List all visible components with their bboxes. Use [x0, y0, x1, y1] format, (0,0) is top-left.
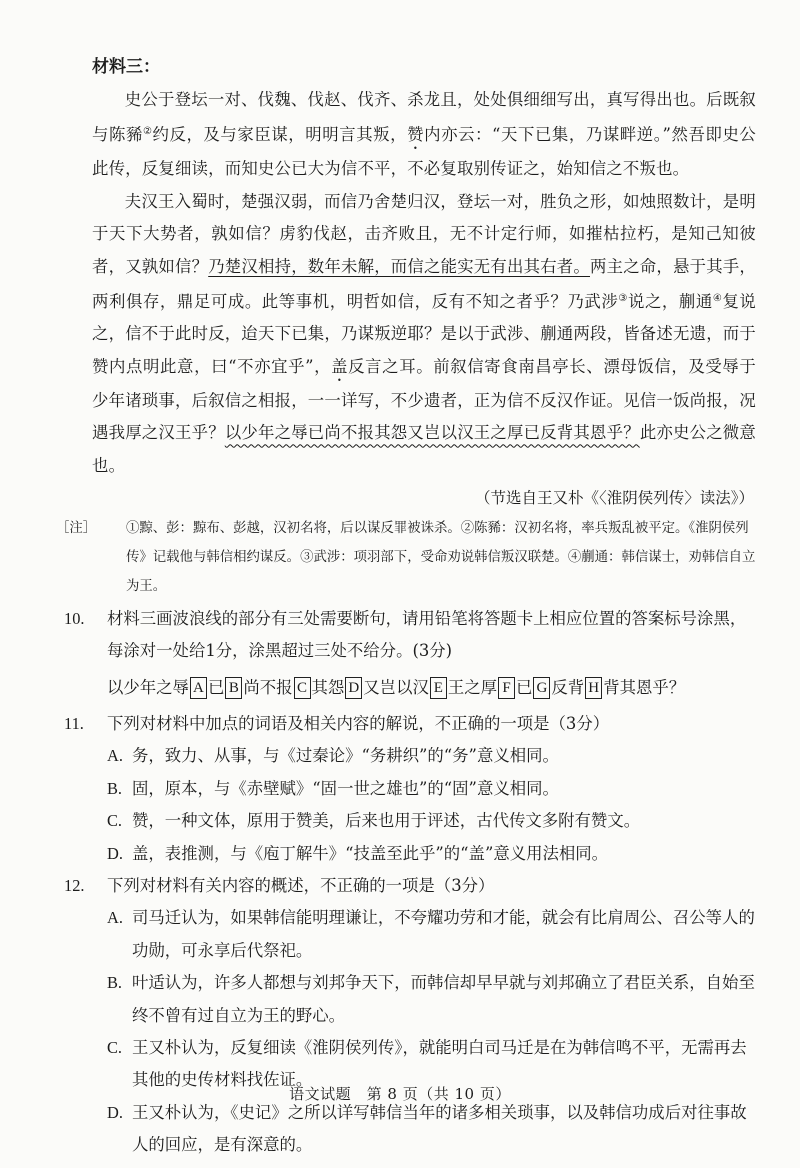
- option-text: 赞，一种文体，原用于赞美，后来也用于评述，古代传文多附有赞文。: [132, 811, 641, 831]
- material-heading: 材料三：: [92, 57, 160, 77]
- question-text: 下列对材料有关内容的概述，不正确的一项是（3分）: [107, 875, 495, 895]
- option-11-b[interactable]: [92, 773, 756, 805]
- material-paragraph-2: [92, 186, 756, 482]
- notes-text: ①黥、彭：黥布、彭越，汉初名将，后以谋反罪被诛杀。②陈豨：汉初名将，率兵叛乱被平定。《淮阴侯列传》记载他与韩信相约谋反。③武涉：项羽部下，受命劝说韩信叛汉联楚。④蒯通：韩信谋士，劝韩信自立为王。: [126, 521, 756, 595]
- option-label: B.: [107, 973, 123, 993]
- punctuation-answer-row: [92, 670, 756, 706]
- answer-box-d[interactable]: D: [345, 677, 362, 699]
- option-label: A.: [107, 746, 123, 766]
- option-text: 司马迁认为，如果韩信能明理谦让，不夸耀功劳和才能，就会有比肩周公、召公等人的功勋，可永享后代祭祀。: [132, 908, 755, 960]
- text-run: 说之，蒯通: [627, 292, 713, 312]
- answer-box-h[interactable]: H: [585, 677, 602, 699]
- option-text: 务，致力、从事，与《过秦论》“务耕织”的“务”意义相同。: [132, 746, 559, 766]
- text-run: 内亦云：“天下已集，乃谋畔逆。”然吾即史公此传，反复细读，而知史公已大为信不平，不必复取别传证之，始知信之不叛也。: [92, 125, 757, 179]
- option-label: B.: [107, 778, 123, 798]
- answer-box-b[interactable]: B: [225, 677, 242, 699]
- text-run: 史公于登坛一对、伐魏、伐赵、伐齐、杀龙且，处处俱细细写出，真写得出也。后既叙与陈豨: [92, 90, 756, 145]
- option-11-c[interactable]: [92, 805, 756, 837]
- answer-segment: 已: [207, 677, 225, 697]
- option-label: A.: [107, 908, 123, 928]
- question-11: [64, 708, 756, 740]
- underlined-sentence: 乃楚汉相持，数年未解，而信之能实无有出其右者。: [208, 256, 590, 276]
- question-10: [64, 603, 756, 668]
- option-12-b[interactable]: [92, 967, 756, 1032]
- question-text: 材料三画波浪线的部分有三处需要断句，请用铅笔将答题卡上相应位置的答案标号涂黑，每涂对一处给1分，涂黑超过三处不给分。(3分): [107, 609, 747, 661]
- dotted-word: 赞: [407, 125, 425, 145]
- answer-segment: 尚不报: [243, 677, 293, 697]
- answer-segment: 王之厚: [447, 677, 498, 697]
- answer-segment: 又岂以汉: [363, 677, 429, 697]
- notes-label: ［注］: [56, 521, 97, 537]
- answer-segment: 背其恩乎？: [603, 677, 686, 697]
- text-run: 两主之命，悬于其手，两利俱存，鼎足可成。此等事机，明哲如信，反有不知之者乎？乃武涉: [92, 256, 756, 312]
- option-label: C.: [107, 1037, 123, 1057]
- question-number: 12.: [64, 875, 85, 895]
- option-text: 盖，表推测，与《庖丁解牛》“技盖至此乎”的“盖”意义用法相同。: [132, 843, 609, 863]
- option-12-d[interactable]: [92, 1097, 756, 1162]
- dotted-word: 盖: [331, 356, 349, 376]
- answer-box-a[interactable]: A: [190, 677, 207, 699]
- material-paragraph-1: [92, 84, 756, 186]
- option-11-a[interactable]: [92, 740, 756, 772]
- wavy-underlined-sentence: 以少年之辱已尚不报其怨又岂以汉王之厚已反背其恩乎？: [224, 423, 640, 443]
- source-citation: （节选自王又朴《〈淮阴侯列传〉读法》）: [474, 489, 754, 508]
- option-text: 固，原本，与《赤壁赋》“固一世之雄也”的“固”意义相同。: [132, 778, 559, 798]
- text-run: 反言之耳。前叙信寄食南昌亭长、漂母饭信，及受辱于少年诸琐事，后叙信之相报，一一详写，不少遗者，正为信不反汉作证。见信一饭尚报，况遇我厚之汉王乎？: [92, 356, 756, 443]
- question-number: 10.: [64, 609, 85, 629]
- footnote-marker: ④: [712, 293, 723, 305]
- question-12: [64, 870, 756, 902]
- question-text: 下列对材料中加点的词语及相关内容的解说，不正确的一项是（3分）: [107, 713, 610, 733]
- option-12-a[interactable]: [92, 902, 756, 967]
- footnote-marker: ②: [142, 126, 153, 138]
- text-run: 约反，及与家臣谋，明明言其叛，: [152, 125, 408, 145]
- footnote-marker: ③: [618, 293, 628, 305]
- answer-box-c[interactable]: C: [294, 677, 311, 699]
- question-number: 11.: [64, 713, 84, 733]
- option-11-d[interactable]: [92, 838, 756, 870]
- option-label: D.: [107, 843, 123, 863]
- answer-box-g[interactable]: G: [533, 677, 550, 699]
- footnotes: [56, 514, 756, 601]
- text-run: 复说之，信不于此时反，迨天下已集，乃谋叛逆耶？是以于武涉、蒯通两段，皆备述无遗，而于赞内点明此意，曰“不亦宜乎”，: [92, 292, 757, 376]
- page-footer: 语文试题 第 8 页（共 10 页）: [289, 1085, 511, 1103]
- answer-segment: 其怨: [311, 677, 345, 697]
- answer-box-e[interactable]: E: [430, 677, 447, 699]
- option-text: 叶适认为，许多人都想与刘邦争天下，而韩信却早早就与刘邦确立了君臣关系，自始至终不曾有过自立为王的野心。: [132, 973, 755, 1025]
- option-label: C.: [107, 811, 123, 831]
- text-run: 夫汉王入蜀时，楚强汉弱，而信乃舍楚归汉，登坛一对，胜负之形，如烛照数计，是明于天下大势者，孰如信？虏豹伐赵，击齐败且，无不计定行师，如摧枯拉朽，是知己知彼者，又孰如信？: [92, 191, 756, 276]
- option-text: 王又朴认为，反复细读《淮阴侯列传》，就能明白司马迁是在为韩信鸣不平，无需再去其他的史传材料找佐证。: [132, 1037, 747, 1090]
- option-text: 王又朴认为，《史记》之所以详写韩信当年的诸多相关琐事，以及韩信功成后对往事故人的回应，是有深意的。: [132, 1102, 747, 1155]
- answer-segment: 反背: [551, 677, 585, 697]
- answer-segment: 已: [516, 677, 533, 697]
- answer-segment: 以少年之辱: [107, 677, 189, 697]
- text-run: 此亦史公之微意也。: [92, 423, 757, 475]
- answer-box-f[interactable]: F: [498, 677, 515, 699]
- option-label: D.: [107, 1102, 123, 1122]
